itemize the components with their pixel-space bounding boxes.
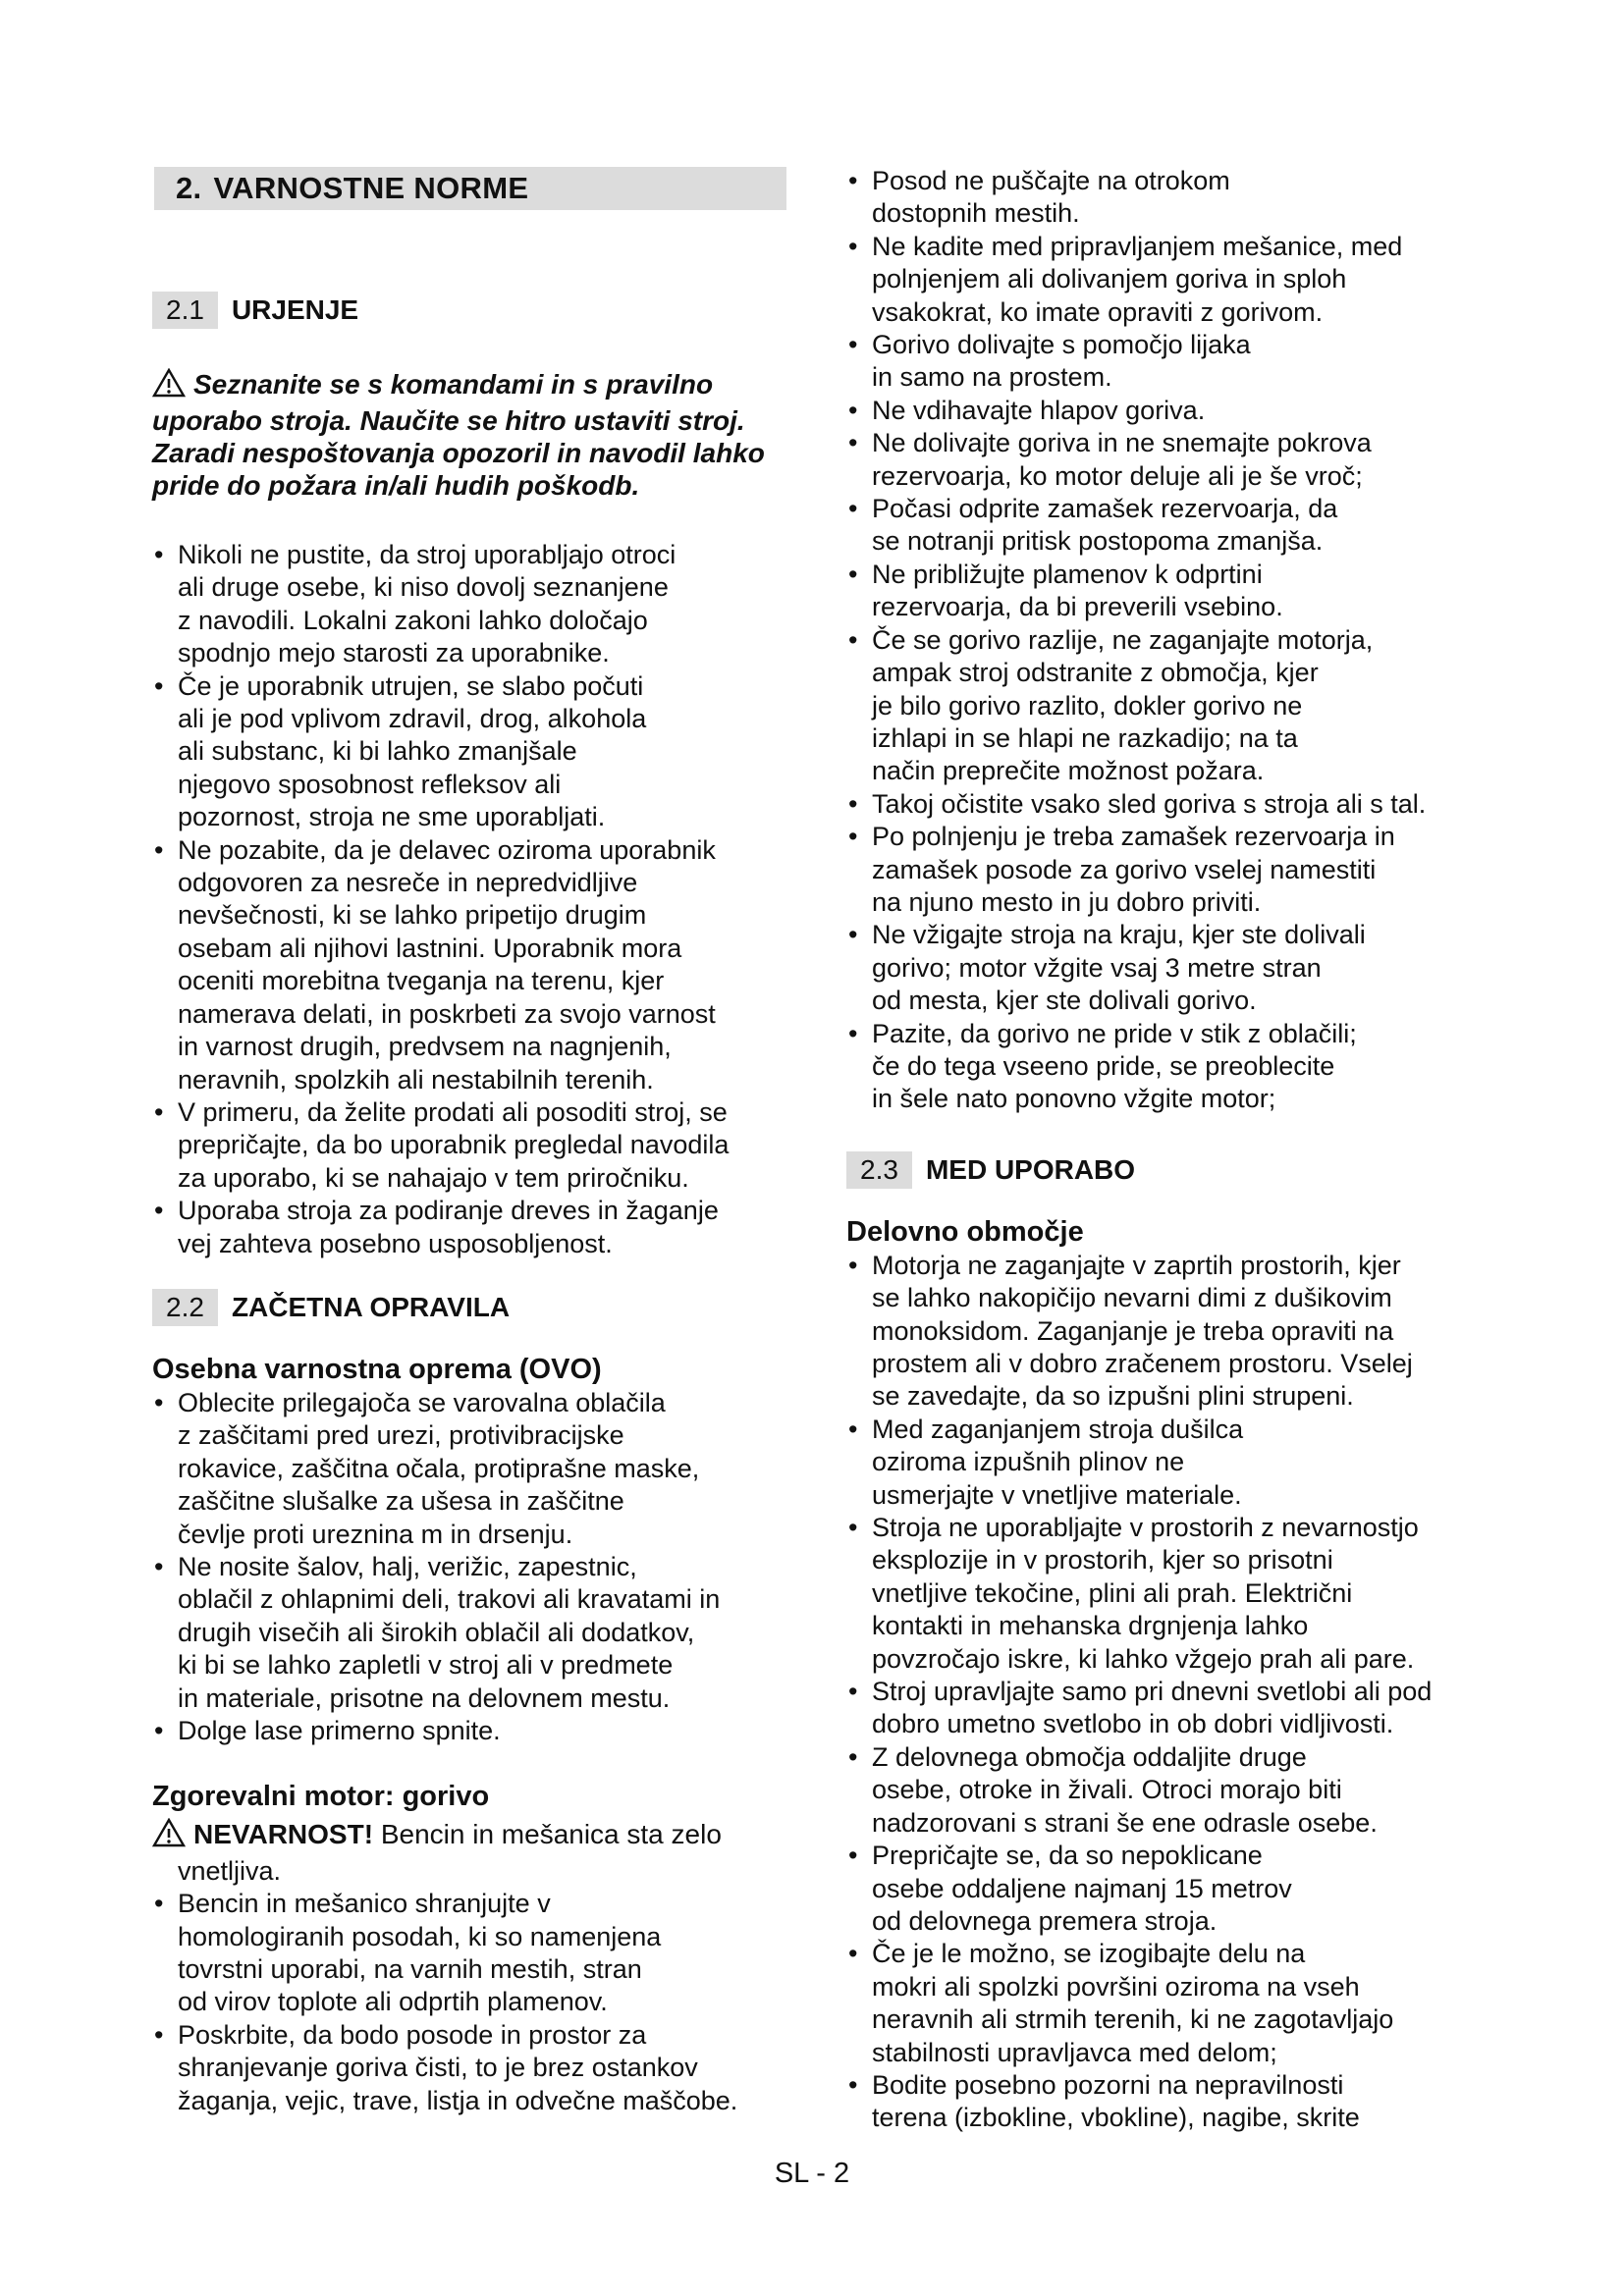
list-item: • Prepričajte se, da so nepoklicane osebe oddaljene najmanj 15 metrov od delovnega premera stroja. (846, 1840, 1485, 1938)
list-item: • Bodite posebno pozorni na nepravilnosti terena (izbokline, vbokline), nagibe, skrite (846, 2069, 1485, 2135)
list-item: • Stroj upravljajte samo pri dnevni svetlobi ali pod dobro umetno svetlobo in ob dobri vidljivosti. (846, 1676, 1485, 1741)
subsection-title: ZAČETNA OPRAVILA (231, 1291, 511, 1322)
list-item: • Uporaba stroja za podiranje dreves in žaganje vej zahteva posebno usposobljenost. (152, 1195, 788, 1260)
list-item: • Če je le možno, se izogibajte delu na mokri ali spolzki površini oziroma na vseh neravnih ali strmih terenih, ki ne zagotavljajo stabilnosti upravljavca med delom; (846, 1938, 1485, 2069)
section-heading (154, 167, 786, 210)
page-number: SL - 2 (774, 2158, 850, 2189)
section-title: VARNOSTNE NORME (213, 171, 529, 205)
fuel-bullet-list (152, 1888, 788, 2117)
list-item: • Če se gorivo razlije, ne zaganjajte motorja, ampak stroj odstranite z območja, kjer je bilo gorivo razlito, dokler gorivo ne izhlapi in se hlapi ne razkadijo; na ta način preprečite možnost požara. (846, 624, 1485, 788)
warning-triangle-icon (152, 368, 186, 404)
list-item: • Ne dolivajte goriva in ne snemajte pokrova rezervoarja, ko motor deluje ali je še vroč; (846, 427, 1485, 493)
bullet-list-2-3 (846, 1250, 1485, 2135)
list-item: • Ne nosite šalov, halj, verižic, zapestnic, oblačil z ohlapnimi deli, trakovi ali kravatami in drugih visečih ali širokih oblačil ali dodatkov, ki bi se lahko zapletli v stroj ali v predmete in materiale, prisotne na delovnem mestu. (152, 1551, 788, 1715)
warning-triangle-icon (152, 1818, 186, 1854)
hazard-continuation: vnetljiva. (178, 1855, 282, 1886)
list-item: • Takoj očistite vsako sled goriva s stroja ali s tal. (846, 788, 1485, 821)
left-column (152, 167, 788, 2117)
hazard-notice (152, 1818, 788, 1854)
hazard-label: NEVARNOST! (193, 1819, 374, 1850)
list-item: • Posod ne puščajte na otrokom dostopnih mestih. (846, 165, 1485, 231)
subsection-heading-2-2 (152, 1289, 788, 1326)
ppe-bullet-list (152, 1387, 788, 1747)
list-item: • Dolge lase primerno spnite. (152, 1715, 788, 1747)
subsection-heading-2-1 (152, 292, 788, 329)
list-item: • V primeru, da želite prodati ali posoditi stroj, se prepričajte, da bo uporabnik pregledal navodila za uporabo, ki se nahajajo v tem priročniku. (152, 1096, 788, 1195)
list-item: • Pazite, da gorivo ne pride v stik z oblačili; če do tega vseeno pride, se preoblecite in šele nato ponovno vžgite motor; (846, 1018, 1485, 1116)
list-item: • Ne približujte plamenov k odprtini rezervoarja, da bi preverili vsebino. (846, 559, 1485, 624)
list-item: • Ne pozabite, da je delavec oziroma uporabnik odgovoren za nesreče in nepredvidljive nevšečnosti, ki se lahko pripetijo drugim osebam ali njihovi lastnini. Uporabnik mora oceniti morebitna tveganja na terenu, kjer namerava delati, in poskrbeti za svojo varnost in varnost drugih, predvsem na nagnjenih, neravnih, spolzkih ali nestabilnih terenih. (152, 834, 788, 1096)
right-column (846, 165, 1485, 2135)
list-item: • Ne kadite med pripravljanjem mešanice, med polnjenjem ali dolivanjem goriva in sploh vsakokrat, ko imate opraviti z gorivom. (846, 231, 1485, 329)
list-item: • Stroja ne uporabljajte v prostorih z nevarnostjo eksplozije in v prostorih, kjer so prisotni vnetljive tekočine, plini ali prah. Električni kontakti in mehanska drgnjenja lahko povzročajo iskre, ki lahko vžgejo prah ali pare. (846, 1512, 1485, 1676)
subsection-number: 2.1 (152, 292, 218, 329)
list-item: • Med zaganjanjem stroja dušilca oziroma izpušnih plinov ne usmerjajte v vnetljive materiale. (846, 1414, 1485, 1512)
list-item: • Poskrbite, da bodo posode in prostor za shranjevanje goriva čisti, to je brez ostankov žaganja, vejic, trave, listja in odvečne maščobe. (152, 2019, 788, 2117)
list-item: • Oblecite prilegajoča se varovalna oblačila z zaščitami pred urezi, protivibracijske rokavice, zaščitna očala, protiprašne maske, zaščitne slušalke za ušesa in zaščitne čevlje proti ureznina m in drsenju. (152, 1387, 788, 1551)
hazard-text: Bencin in mešanica sta zelo (373, 1819, 722, 1850)
bullet-list-2-1 (152, 539, 788, 1260)
fuel-bullet-list-continued (846, 165, 1485, 1116)
warning-text: Seznanite se s komandami in s pravilno uporabo stroja. Naučite se hitro ustaviti stroj. Zaradi nespoštovanja opozoril in navodil lahko pride do požara in/ali hudih poškodb. (152, 369, 765, 501)
list-item: • Gorivo dolivajte s pomočjo lijaka in samo na prostem. (846, 329, 1485, 395)
fuel-title: Zgorevalni motor: gorivo (152, 1781, 490, 1813)
subsection-title: MED UPORABO (925, 1153, 1136, 1185)
section-number: 2. (176, 171, 202, 205)
list-item: • Če je uporabnik utrujen, se slabo počuti ali je pod vplivom zdravil, drog, alkohola ali substanc, ki bi lahko zmanjšale njegovo sposobnost refleksov ali pozornost, stroja ne sme uporabljati. (152, 670, 788, 834)
warning-paragraph (152, 368, 788, 502)
subsection-heading-2-3 (846, 1151, 1485, 1189)
list-item: • Bencin in mešanico shranjujte v homologiranih posodah, ki so namenjena tovrstni uporabi, na varnih mestih, stran od virov toplote ali odprtih plamenov. (152, 1888, 788, 2019)
work-area-title: Delovno območje (846, 1215, 1084, 1248)
subsection-number: 2.3 (846, 1151, 912, 1189)
subsection-number: 2.2 (152, 1289, 218, 1326)
list-item: • Motorja ne zaganjajte v zaprtih prostorih, kjer se lahko nakopičijo nevarni dimi z dušikovim monoksidom. Zaganjanje je treba opraviti na prostem ali v dobro zračenem prostoru. Vselej se zavedajte, da so izpušni plini strupeni. (846, 1250, 1485, 1414)
list-item: • Počasi odprite zamašek rezervoarja, da se notranji pritisk postopoma zmanjša. (846, 493, 1485, 559)
list-item: • Ne vdihavajte hlapov goriva. (846, 395, 1485, 427)
list-item: • Nikoli ne pustite, da stroj uporabljajo otroci ali druge osebe, ki niso dovolj seznanjene z navodili. Lokalni zakoni lahko določajo spodnjo mejo starosti za uporabnike. (152, 539, 788, 670)
list-item: • Po polnjenju je treba zamašek rezervoarja in zamašek posode za gorivo vselej namestiti na njuno mesto in ju dobro priviti. (846, 821, 1485, 919)
list-item: • Ne vžigajte stroja na kraju, kjer ste dolivali gorivo; motor vžgite vsaj 3 metre stran od mesta, kjer ste dolivali gorivo. (846, 919, 1485, 1017)
list-item: • Z delovnega območja oddaljite druge osebe, otroke in živali. Otroci morajo biti nadzorovani s strani še ene odrasle osebe. (846, 1741, 1485, 1840)
subsection-title: URJENJE (231, 294, 359, 325)
ppe-title: Osebna varnostna oprema (OVO) (152, 1353, 602, 1385)
